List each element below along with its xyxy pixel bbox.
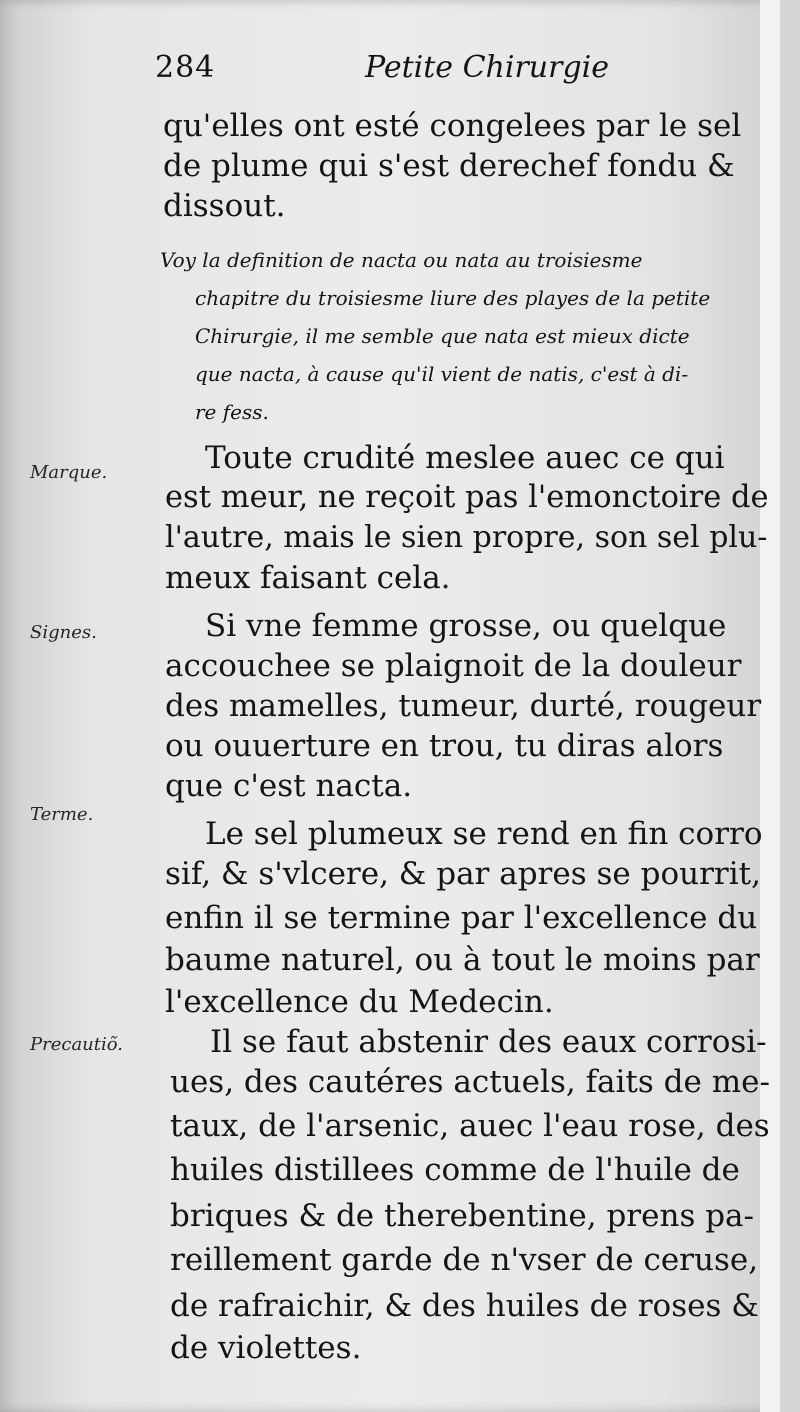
text-line: l'excellence du Medecin. <box>165 984 554 1020</box>
text-line: de plume qui s'est derechef fondu & <box>163 148 735 184</box>
margin-note-precaution: Precautiõ. <box>30 1034 124 1055</box>
text-line: que c'est nacta. <box>165 768 413 804</box>
text-line: Si vne femme grosse, ou quelque <box>205 608 727 644</box>
text-line: ues, des cautéres actuels, faits de me- <box>170 1064 770 1100</box>
text-line: Le sel plumeux se rend en fin corro <box>205 816 763 852</box>
page-number: 284 <box>155 50 216 85</box>
running-head: Petite Chirurgie <box>365 50 610 85</box>
text-line: taux, de l'arsenic, auec l'eau rose, des <box>170 1108 770 1144</box>
note-line: re fess. <box>195 400 269 424</box>
text-line: des mamelles, tumeur, durté, rougeur <box>165 688 762 724</box>
text-line: baume naturel, ou à tout le moins par <box>165 942 760 978</box>
note-line: chapitre du troisiesme liure des playes de la petite <box>195 286 711 310</box>
text-line: sif, & s'vlcere, & par apres se pourrit, <box>165 856 761 892</box>
note-line: Chirurgie, il me semble que nata est mieux dicte <box>195 324 690 348</box>
text-line: l'autre, mais le sien propre, son sel plu- <box>165 520 768 555</box>
text-line: ou ouuerture en trou, tu diras alors <box>165 728 724 764</box>
note-line: que nacta, à cause qu'il vient de natis, c'est à di- <box>195 362 689 386</box>
text-line: meux faisant cela. <box>165 560 451 596</box>
text-line: Il se faut abstenir des eaux corrosi- <box>210 1024 767 1060</box>
text-line: enfin il se termine par l'excellence du <box>165 900 758 936</box>
text-line: de violettes. <box>170 1330 362 1366</box>
text-line: est meur, ne reçoit pas l'emonctoire de <box>165 480 769 515</box>
note-line: Voy la definition de nacta ou nata au troisiesme <box>160 248 643 272</box>
text-line: dissout. <box>163 188 286 224</box>
text-line: de rafraichir, & des huiles de roses & <box>170 1288 759 1324</box>
margin-note-marque: Marque. <box>30 462 108 483</box>
text-line: reillement garde de n'vser de ceruse, <box>170 1242 759 1278</box>
page-edge <box>760 0 780 1412</box>
text-line: Toute crudité meslee auec ce qui <box>205 440 725 476</box>
margin-note-signes: Signes. <box>30 622 97 643</box>
margin-note-terme: Terme. <box>30 804 94 825</box>
text-line: huiles distillees comme de l'huile de <box>170 1152 740 1188</box>
text-line: qu'elles ont esté congelees par le sel <box>163 108 742 144</box>
text-line: briques & de therebentine, prens pa- <box>170 1198 755 1234</box>
page-header <box>155 50 775 100</box>
text-line: accouchee se plaignoit de la douleur <box>165 648 742 684</box>
